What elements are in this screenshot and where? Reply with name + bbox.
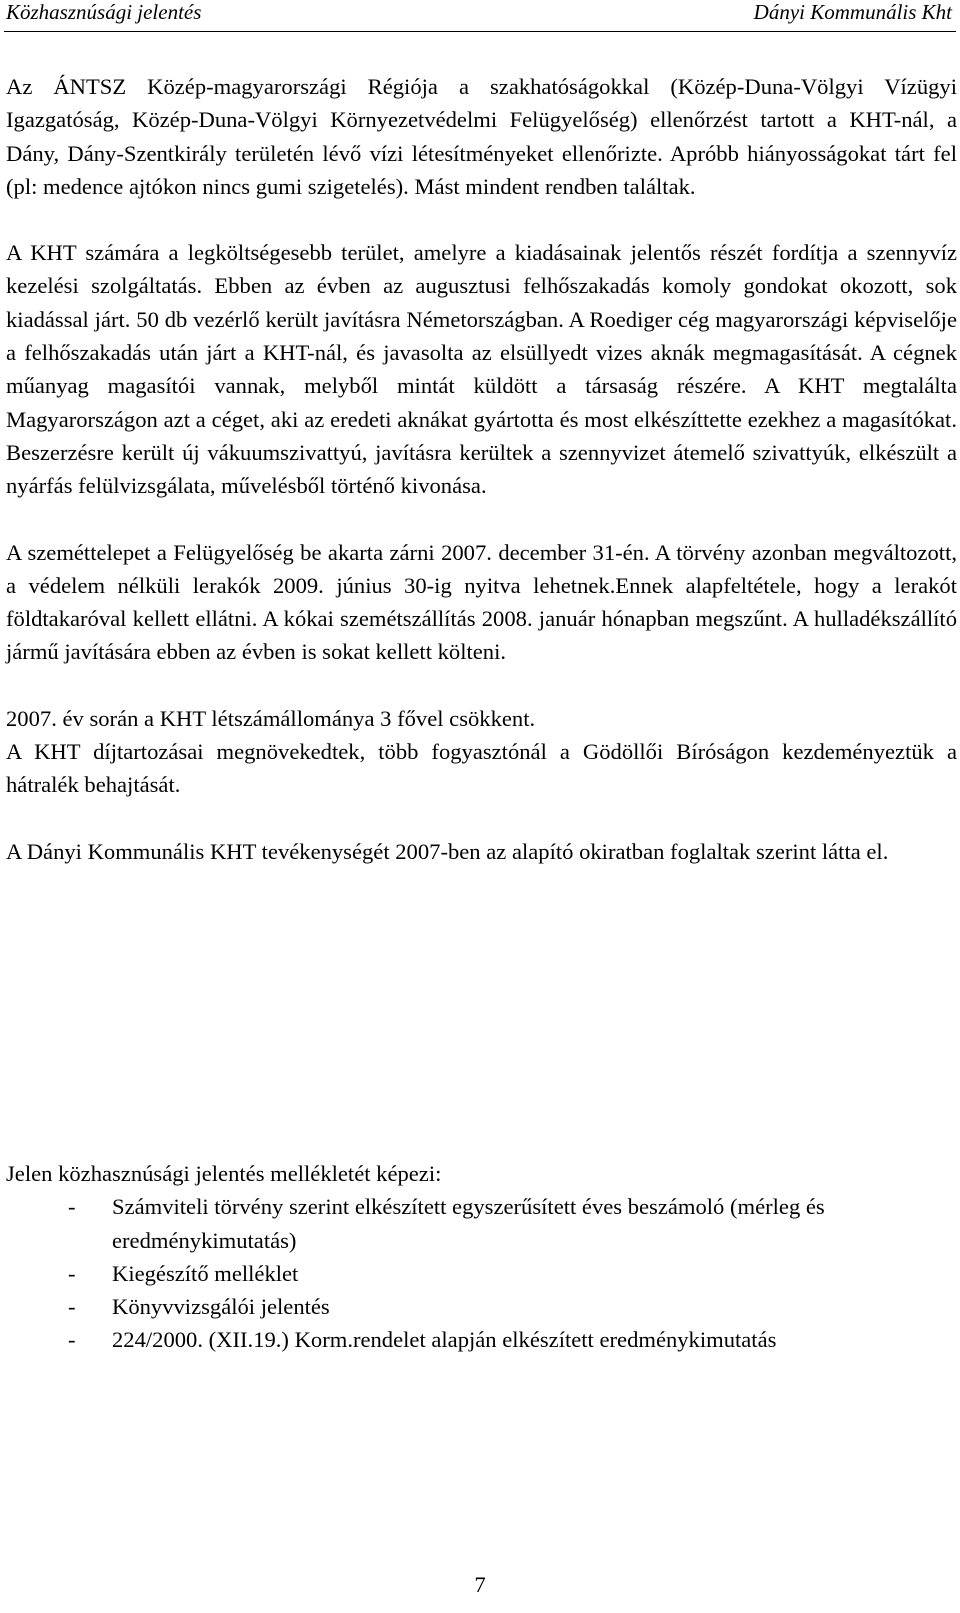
list-dash: - [68,1294,76,1320]
list-dash: - [68,1327,76,1353]
header-organization: Dányi Kommunális Kht [753,0,952,24]
paragraph-activity-summary: A Dányi Kommunális KHT tevékenységét 2007-ben az alapító okiratban foglaltak szerint látta el. [6,838,889,864]
annex-item-text: Könyvvizsgálói jelentés [112,1294,330,1320]
paragraph-antsz-inspection: Az ÁNTSZ Közép-magyarországi Régiója a szakhatóságokkal (Közép-Duna-Völgyi Vízügyi Igazgatóság, Közép-Duna-Völgyi Környezetvédelmi Felügyelőség) ellenőrzést tartott a KHT-nál, a Dány, Dány-Szentkirály területén lévő vízi létesítményeket ellenőrizte. Apróbb hiányosságokat tárt fel (pl: medence ajtókon nincs gumi szigetelés). Mást mindent rendben találtak. [6,74,957,199]
paragraph-landfill: A szeméttelepet a Felügyelőség be akarta zárni 2007. december 31-én. A törvény azonban megváltozott, a védelem nélküli lerakók 2009. június 30-ig nyitva lehetnek.Ennek alapfeltétele, hogy a lerakót földtakaróval kellett ellátni. A kókai szemétszállítás 2008. január hónapban megszűnt. A hulladékszállító jármű javítására ebben az évben is sokat kellett költeni. [6,539,957,665]
annex-section [6,1157,957,1357]
annex-list [6,1190,957,1356]
paragraph-sewage-service: A KHT számára a legköltségesebb terület, amelyre a kiadásainak jelentős részét fordítja a szennyvíz kezelési szolgáltatás. Ebben az évben az augusztusi felhőszakadás komoly gondokat okozott, sok kiadással járt. 50 db vezérlő került javításra Németországban. A Roediger cég magyarországi képviselője a felhőszakadás után járt a KHT-nál, és javasolta az elsüllyedt vizes aknák megmagasítását. A cégnek műanyag magasítói vannak, melyből mintát küldött a társaság részére. A KHT megtalálta Magyarországon azt a céget, aki az eredeti aknákat gyártotta és most elkészíttette ezekhez a magasítókat. Beszerzésre került új vákuumszivattyú, javításra kerültek a szennyvizet átemelő szivattyúk, elkészült a nyárfás felülvizsgálata, művelésből történő kivonása. [6,240,957,499]
annex-intro: Jelen közhasznúsági jelentés mellékletét képezi: [6,1161,442,1186]
paragraph-staff: 2007. év során a KHT létszámállománya 3 fővel csökkent. [6,705,536,731]
list-item [6,1290,957,1323]
list-item [6,1190,957,1257]
page-number: 7 [474,1572,486,1597]
annex-item-text: Számviteli törvény szerint elkészített egyszerűsített éves beszámoló (mérleg és eredménykimutatás) [112,1194,825,1253]
header-rule [4,31,956,32]
report-body [6,70,957,868]
header-title: Közhasznúsági jelentés [6,0,202,24]
paragraph-fee-arrears: A KHT díjtartozásai megnövekedtek, több fogyasztónál a Gödöllői Bíróságon kezdeményeztük a hátralék behajtását. [6,739,957,798]
list-dash: - [68,1260,76,1286]
list-item [6,1257,957,1290]
list-dash: - [68,1194,76,1220]
annex-item-text: Kiegészítő melléklet [112,1260,299,1286]
page-header [0,0,960,36]
list-item [6,1323,957,1356]
annex-item-text: 224/2000. (XII.19.) Korm.rendelet alapján elkészített eredménykimutatás [112,1327,777,1353]
